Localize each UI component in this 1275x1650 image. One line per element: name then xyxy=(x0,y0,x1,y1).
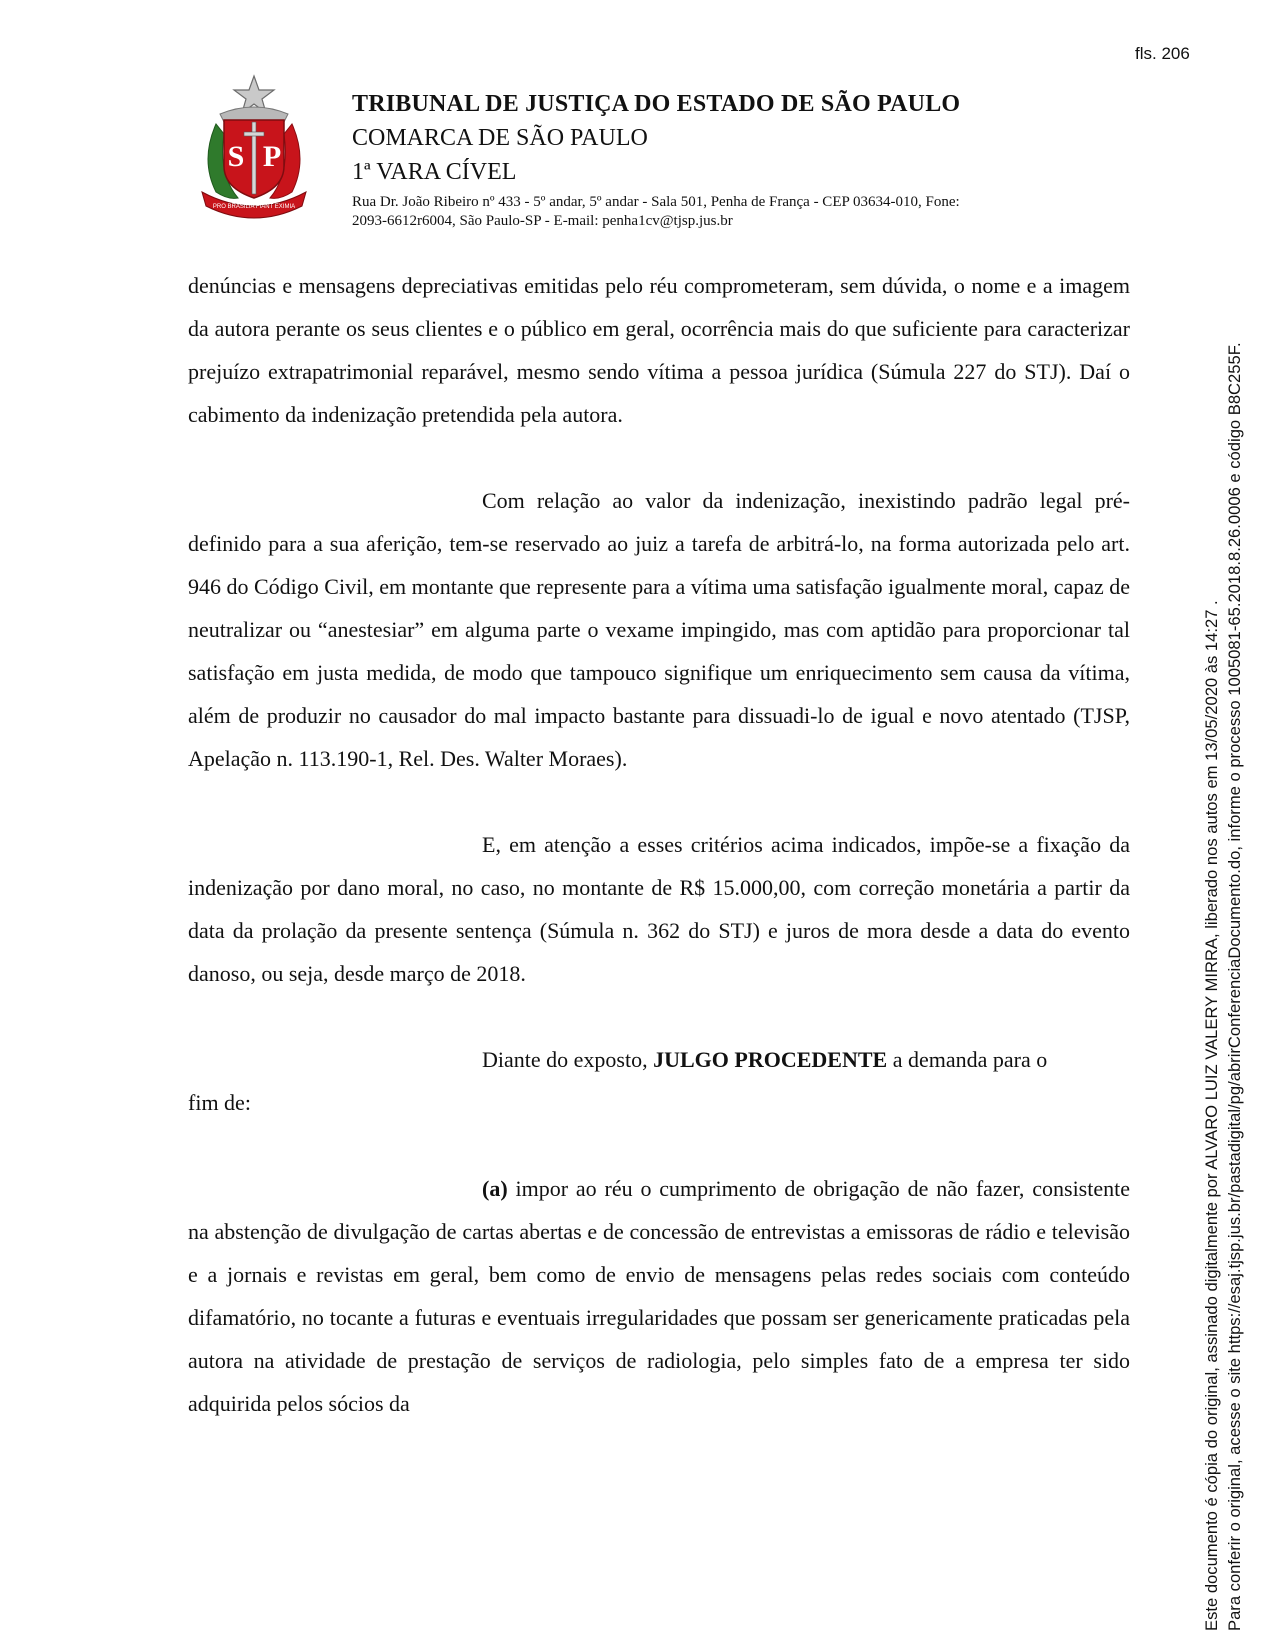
paragraph-ruling xyxy=(188,1038,1130,1081)
ruling-intro: Diante do exposto, xyxy=(482,1047,654,1072)
ruling-verdict: JULGO PROCEDENTE xyxy=(653,1047,888,1072)
digital-signature-stamp xyxy=(1200,171,1246,1631)
court-address xyxy=(352,193,1052,231)
item-a-marker: (a) xyxy=(482,1176,508,1201)
court-address-line-2: 2093-6612r6004, São Paulo-SP - E-mail: penha1cv@tjsp.jus.br xyxy=(352,213,733,229)
ruling-continuation: a demanda para o xyxy=(887,1047,1048,1072)
court-address-line-1: Rua Dr. João Ribeiro nº 433 - 5º andar, 5º andar - Sala 501, Penha de França - CEP 03634-010, Fone: xyxy=(352,194,960,210)
svg-text:S: S xyxy=(227,140,245,173)
svg-text:PRO BRASILIA FIANT EXIMIA: PRO BRASILIA FIANT EXIMIA xyxy=(212,204,296,210)
signature-stamp-line-2: Para conferir o original, acesse o site https://esaj.tjsp.jus.br/pastadigital/pg/abrirConferenciaDocumento.do, informe o processo 1005081-65.2018.8.26.0006 e código B8C255F. xyxy=(1225,342,1244,1631)
paragraph-indemnity-value: Com relação ao valor da indenização, inexistindo padrão legal pré-definido para a sua aferição, tem-se reservado ao juiz a tarefa de arbitrá-lo, na forma autorizada pelo art. 946 do Código Civil, em montante que represente para a vítima uma satisfação igualmente moral, capaz de neutralizar ou “anestesiar” em alguma parte o vexame impingido, mas com aptidão para proporcionar tal satisfação em justa medida, de modo que tampouco signifique um enriquecimento sem causa da vítima, além de produzir no causador do mal impacto bastante para dissuadi-lo de igual e novo atentado (TJSP, Apelação n. 113.190-1, Rel. Des. Walter Moraes). xyxy=(188,488,1131,771)
comarca-name: COMARCA DE SÃO PAULO xyxy=(352,125,648,151)
court-header xyxy=(352,88,1072,231)
court-name: TRIBUNAL DE JUSTIÇA DO ESTADO DE SÃO PAULO xyxy=(352,91,961,117)
paragraph-item-a xyxy=(188,1167,1130,1425)
item-a-text: impor ao réu o cumprimento de obrigação de não fazer, consistente na abstenção de divulgação de cartas abertas e de concessão de entrevistas a emissoras de rádio e televisão e a jornais e revistas em geral, bem como de envio de mensagens pelas redes sociais com conteúdo difamatório, no tocante a futuras e eventuais irregularidades que possam ser genericamente praticadas pela autora na atividade de prestação de serviços de radiologia, pelo simples fato de a empresa ter sido adquirida pelos sócios da xyxy=(188,1176,1130,1416)
paragraph-indemnity-amount: E, em atenção a esses critérios acima indicados, impõe-se a fixação da indenização por dano moral, no caso, no montante de R$ 15.000,00, com correção monetária a partir da data da prolação da presente sentença (Súmula n. 362 do STJ) e juros de mora desde a data do evento danoso, ou seja, desde março de 2018. xyxy=(188,832,1130,986)
sao-paulo-coat-of-arms-icon xyxy=(198,74,310,220)
page-number: fls. 206 xyxy=(1135,44,1190,63)
svg-text:P: P xyxy=(262,140,282,173)
signature-stamp-line-1: Este documento é cópia do original, assinado digitalmente por ALVARO LUIZ VALERY MIRRA, liberado nos autos em 13/05/2020 às 14:27 . xyxy=(1202,600,1221,1631)
document-body xyxy=(188,264,1130,1425)
paragraph-damages-basis: denúncias e mensagens depreciativas emitidas pelo réu comprometeram, sem dúvida, o nome e a imagem da autora perante os seus clientes e o público em geral, ocorrência mais do que suficiente para caracterizar prejuízo extrapatrimonial reparável, mesmo sendo vítima a pessoa jurídica (Súmula 227 do STJ). Daí o cabimento da indenização pretendida pela autora. xyxy=(188,273,1130,427)
paragraph-ruling-end: fim de: xyxy=(188,1090,251,1115)
vara-name: 1ª VARA CÍVEL xyxy=(352,159,517,185)
